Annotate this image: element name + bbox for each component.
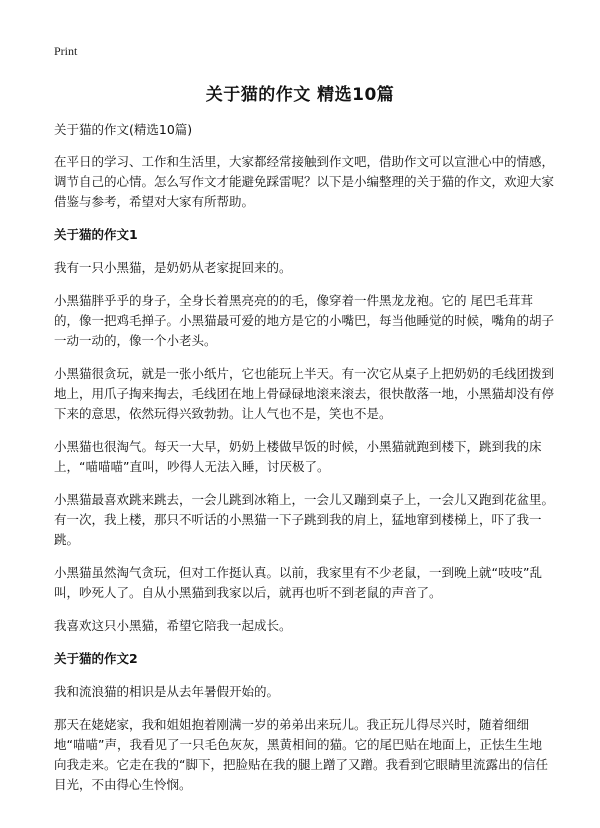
essay-1-heading: 关于猫的作文1: [54, 227, 138, 242]
print-label[interactable]: Print: [54, 44, 78, 58]
essay-1-paragraph-3: 小黑猫很贪玩，就是一张小纸片，它也能玩上半天。有一次它从桌子上把奶奶的毛线团拨到地上，用爪子掏来掏去，毛线团在地上骨碌碌地滚来滚去，很快散落一地，小黑猫却没有停下来的意思，依然玩得兴致勃勃。让人气也不是，笑也不是。: [54, 366, 555, 421]
article-body: [54, 120, 554, 808]
essay-2-paragraph-2: 那天在姥姥家，我和姐姐抱着刚满一岁的弟弟出来玩儿。我正玩儿得尽兴时，随着细细地“喵喵”声，我看见了一只毛色灰灰，黑黄相间的猫。它的尾巴贴在地面上，正怯生生地向我走来。它走在我的“脚下，把脸贴在我的腿上蹭了又蹭。我看到它眼睛里流露出的信任目光，不由得心生怜悯。: [54, 717, 548, 792]
essay-1-paragraph-7: 我喜欢这只小黑猫，希望它陪我一起成长。: [54, 618, 292, 633]
essay-2-paragraph-1: 我和流浪猫的相识是从去年暑假开始的。: [54, 684, 280, 699]
essay-2-heading: 关于猫的作文2: [54, 651, 138, 666]
article-subtitle: 关于猫的作文(精选10篇): [54, 122, 193, 137]
essay-1-paragraph-4: 小黑猫也很淘气。每天一大早，奶奶上楼做早饭的时候，小黑猫就跑到楼下，跳到我的床上，“喵喵喵”直叫，吵得人无法入睡，讨厌极了。: [54, 439, 542, 474]
essay-1-paragraph-6: 小黑猫虽然淘气贪玩，但对工作挺认真。以前，我家里有不少老鼠，一到晚上就“吱吱”乱叫，吵死人了。自从小黑猫到我家以后，就再也听不到老鼠的声音了。: [54, 565, 542, 600]
essay-1-paragraph-1: 我有一只小黑猫，是奶奶从老家捉回来的。: [54, 260, 292, 275]
essay-1-paragraph-2: 小黑猫胖乎乎的身子，全身长着黑亮亮的的毛，像穿着一件黑龙龙袍。它的 尾巴毛茸茸的，像一把鸡毛掸子。小黑猫最可爱的地方是它的小嘴巴，每当他睡觉的时候，嘴角的胡子一动一动的，像一个小老头。: [54, 293, 555, 348]
page-title: 关于猫的作文 精选10篇: [205, 85, 395, 105]
essay-1-paragraph-5: 小黑猫最喜欢跳来跳去，一会儿跳到冰箱上，一会儿又蹦到桌子上，一会儿又跑到花盆里。有一次，我上楼，那只不听话的小黑猫一下子跳到我的肩上，猛地窜到楼梯上，吓了我一跳。: [54, 492, 555, 547]
intro-paragraph: 在平日的学习、工作和生活里，大家都经常接触到作文吧，借助作文可以宣泄心中的情感，调节自己的心情。怎么写作文才能避免踩雷呢？以下是小编整理的关于猫的作文，欢迎大家借鉴与参考，希望对大家有所帮助。: [54, 154, 555, 209]
